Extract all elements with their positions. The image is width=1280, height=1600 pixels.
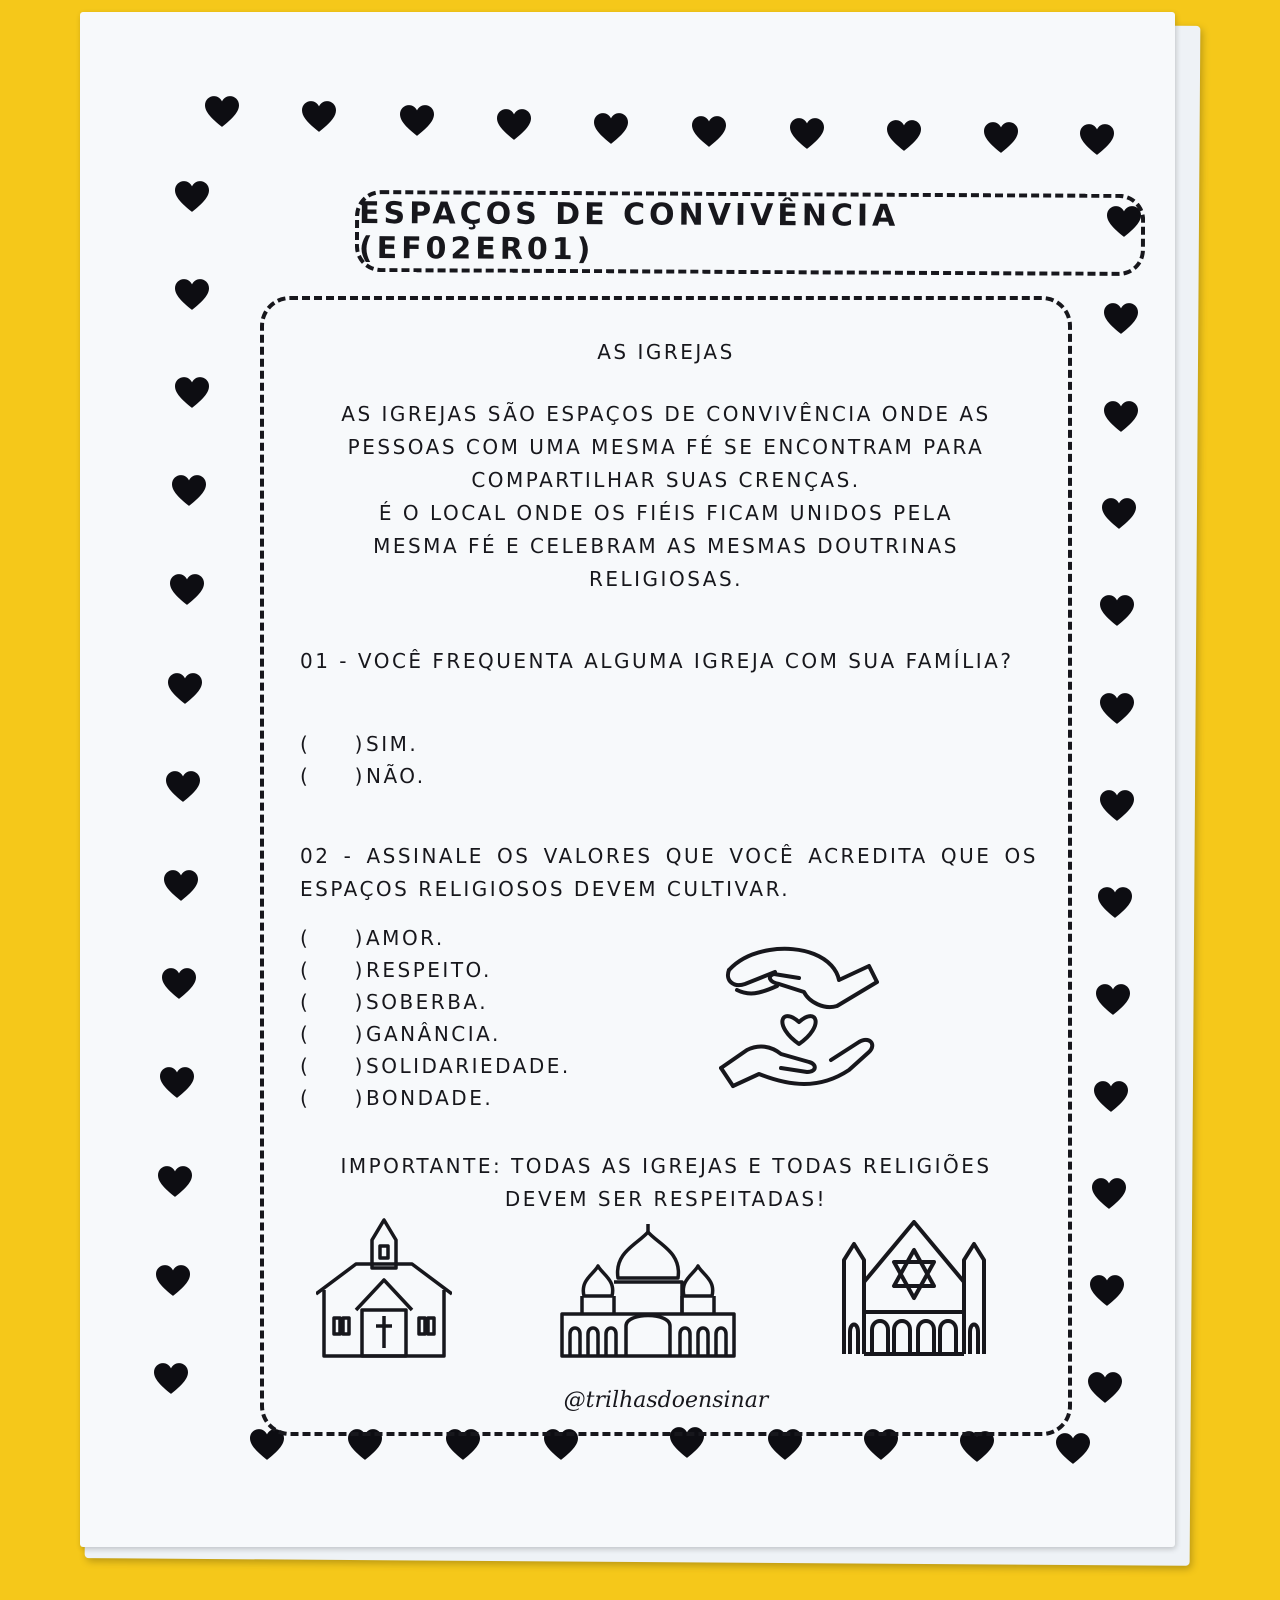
q2-option-solidariedade[interactable] <box>300 1054 571 1078</box>
heart-icon <box>156 1264 190 1298</box>
heart-icon <box>1098 886 1132 920</box>
question-1: 01 - VOCÊ FREQUENTA ALGUMA IGREJA COM SUA FAMÍLIA? <box>300 649 1014 673</box>
heart-icon <box>1092 1177 1126 1211</box>
heart-icon <box>1100 789 1134 823</box>
heart-icon <box>400 104 434 138</box>
option-label: AMOR. <box>366 926 445 950</box>
checkbox[interactable]: ( ) <box>300 1022 365 1046</box>
option-label: RESPEITO. <box>366 958 492 982</box>
mosque-icon <box>558 1222 738 1358</box>
intro-line: PESSOAS COM UMA MESMA FÉ SE ENCONTRAM PARA <box>347 435 985 459</box>
heart-icon <box>1090 1274 1124 1308</box>
heart-icon <box>1080 123 1114 157</box>
heart-icon <box>164 869 198 903</box>
heart-icon <box>154 1362 188 1396</box>
heart-icon <box>692 115 726 149</box>
intro-line: RELIGIOSAS. <box>588 567 743 591</box>
title-box <box>355 190 1145 276</box>
q2-option-ganancia[interactable] <box>300 1022 501 1046</box>
question-2: 02 - ASSINALE OS VALORES QUE VOCÊ ACREDITA QUE OS ESPAÇOS RELIGIOSOS DEVEM CULTIVAR. <box>300 844 1038 901</box>
intro-line: AS IGREJAS SÃO ESPAÇOS DE CONVIVÊNCIA ONDE AS <box>341 402 991 426</box>
q2-option-respeito[interactable] <box>300 958 492 982</box>
heart-icon <box>170 573 204 607</box>
intro-text <box>294 398 1038 596</box>
heart-icon <box>175 180 209 214</box>
heart-icon <box>205 95 239 129</box>
checkbox[interactable]: ( ) <box>300 990 365 1014</box>
heart-icon <box>158 1165 192 1199</box>
subtitle: AS IGREJAS <box>597 340 735 364</box>
heart-icon <box>160 1066 194 1100</box>
heart-icon <box>172 474 206 508</box>
option-label: GANÂNCIA. <box>366 1022 501 1046</box>
heart-icon <box>790 117 824 151</box>
important-line: DEVEM SER RESPEITADAS! <box>504 1187 828 1211</box>
heart-icon <box>1100 594 1134 628</box>
church-icon <box>316 1218 452 1358</box>
important-note <box>304 1150 1028 1216</box>
heart-icon <box>497 108 531 142</box>
option-label: SOBERBA. <box>366 990 489 1014</box>
checkbox[interactable]: ( ) <box>300 764 365 788</box>
q2-option-soberba[interactable] <box>300 990 488 1014</box>
q2-option-bondade[interactable] <box>300 1086 493 1110</box>
hands-heart-icon <box>719 940 879 1100</box>
heart-icon <box>168 672 202 706</box>
important-line: IMPORTANTE: TODAS AS IGREJAS E TODAS RELIGIÕES <box>340 1154 992 1178</box>
synagogue-icon <box>842 1220 986 1356</box>
author-handle: @trilhasdoensinar <box>563 1388 769 1413</box>
heart-icon <box>302 100 336 134</box>
option-label: BONDADE. <box>366 1086 494 1110</box>
heart-icon <box>887 119 921 153</box>
heart-icon <box>1056 1432 1090 1466</box>
q1-option-sim[interactable] <box>300 732 418 756</box>
checkbox[interactable]: ( ) <box>300 926 365 950</box>
option-label: SOLIDARIEDADE. <box>366 1054 571 1078</box>
intro-line: MESMA FÉ E CELEBRAM AS MESMAS DOUTRINAS <box>373 534 959 558</box>
heart-icon <box>1096 983 1130 1017</box>
heart-icon <box>166 770 200 804</box>
worksheet-title: ESPAÇOS DE CONVIVÊNCIA (EF02ER01) <box>358 195 900 268</box>
heart-icon <box>984 121 1018 155</box>
heart-icon <box>1100 692 1134 726</box>
intro-line: É O LOCAL ONDE OS FIÉIS FICAM UNIDOS PELA <box>378 501 954 525</box>
heart-icon <box>1094 1080 1128 1114</box>
heart-icon <box>594 112 628 146</box>
heart-icon <box>1088 1371 1122 1405</box>
q2-option-amor[interactable] <box>300 926 445 950</box>
option-label: NÃO. <box>366 764 426 788</box>
checkbox[interactable]: ( ) <box>300 958 365 982</box>
heart-icon <box>1104 302 1138 336</box>
option-label: SIM. <box>366 732 419 756</box>
checkbox[interactable]: ( ) <box>300 1086 365 1110</box>
checkbox[interactable]: ( ) <box>300 1054 365 1078</box>
heart-icon <box>1102 497 1136 531</box>
heart-icon <box>175 278 209 312</box>
q1-option-nao[interactable] <box>300 764 426 788</box>
content-box <box>260 296 1072 1436</box>
heart-icon <box>162 967 196 1001</box>
intro-line: COMPARTILHAR SUAS CRENÇAS. <box>471 468 861 492</box>
heart-icon <box>1104 400 1138 434</box>
heart-icon <box>175 376 209 410</box>
checkbox[interactable]: ( ) <box>300 732 365 756</box>
